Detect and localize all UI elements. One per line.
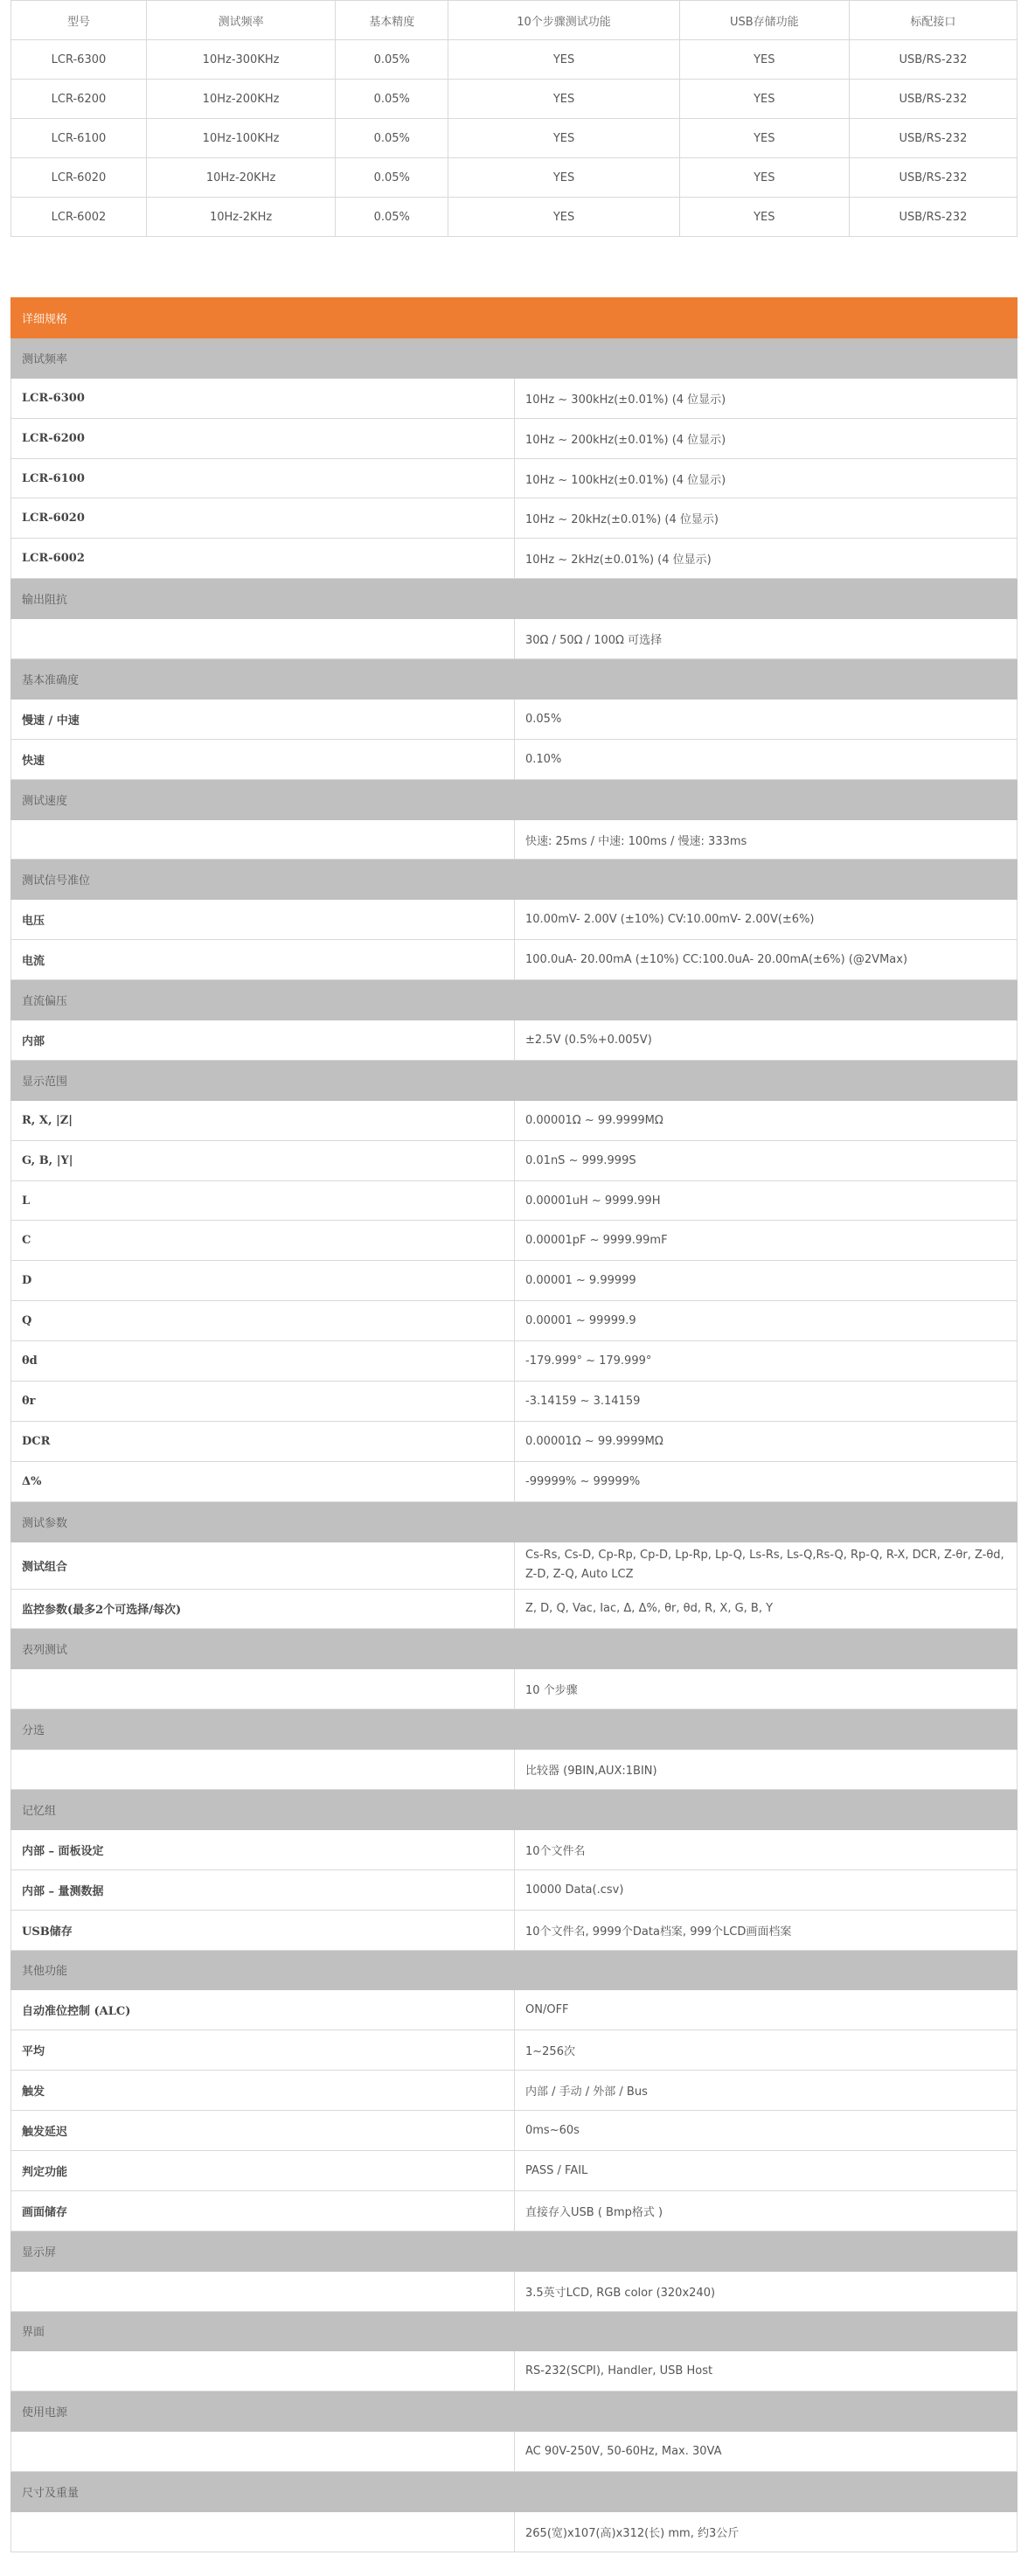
spec-key: C: [11, 1221, 515, 1261]
spec-section-row: [11, 779, 1018, 819]
spec-value: 10 个步骤: [515, 1669, 1018, 1709]
models-header-row: [11, 1, 1018, 40]
spec-key: 电压: [11, 900, 515, 940]
spec-key: LCR-6020: [11, 498, 515, 539]
spec-value: 直接存入USB ( Bmp格式 ): [515, 2190, 1018, 2231]
spec-value: 0.00001uH ~ 9999.99H: [515, 1180, 1018, 1221]
spec-row: [11, 1829, 1018, 1869]
spec-key: [11, 2351, 515, 2392]
spec-row: [11, 2111, 1018, 2151]
spec-key: [11, 1669, 515, 1709]
spec-section-row: [11, 338, 1018, 378]
spec-value: 内部 / 手动 / 外部 / Bus: [515, 2071, 1018, 2111]
spec-row: [11, 900, 1018, 940]
spec-key: USB储存: [11, 1910, 515, 1950]
models-header-cell: 型号: [11, 1, 147, 40]
models-cell: LCR-6200: [11, 80, 147, 119]
spec-key: [11, 819, 515, 860]
models-row: [11, 80, 1018, 119]
spec-value: 10.00mV- 2.00V (±10%) CV:10.00mV- 2.00V(±6%): [515, 900, 1018, 940]
spec-row: [11, 1750, 1018, 1790]
spec-section-row: [11, 2311, 1018, 2351]
models-cell: 10Hz-2KHz: [146, 198, 335, 237]
spec-value: AC 90V-250V, 50-60Hz, Max. 30VA: [515, 2432, 1018, 2472]
models-cell: USB/RS-232: [849, 40, 1017, 80]
spec-value: 0.00001pF ~ 9999.99mF: [515, 1221, 1018, 1261]
spec-row: [11, 1020, 1018, 1061]
spec-section-row: [11, 1629, 1018, 1669]
models-row: [11, 158, 1018, 198]
spec-section-title: 基本准确度: [11, 659, 1018, 700]
spec-section-row: [11, 980, 1018, 1020]
spec-section-title: 界面: [11, 2311, 1018, 2351]
spec-key: DCR: [11, 1421, 515, 1461]
spec-key: D: [11, 1261, 515, 1301]
models-cell: YES: [679, 198, 849, 237]
spec-value: -3.14159 ~ 3.14159: [515, 1382, 1018, 1422]
spec-value: 10Hz ~ 2kHz(±0.01%) (4 位显示): [515, 539, 1018, 579]
spec-key: 判定功能: [11, 2150, 515, 2190]
spec-section-title: 直流偏压: [11, 980, 1018, 1020]
spec-key: 触发延迟: [11, 2111, 515, 2151]
spec-key: Δ%: [11, 1461, 515, 1501]
spec-section-title: 显示屏: [11, 2231, 1018, 2271]
spec-key: [11, 619, 515, 659]
spec-key: LCR-6200: [11, 418, 515, 458]
spec-value: 0ms~60s: [515, 2111, 1018, 2151]
spec-key: [11, 2511, 515, 2552]
spec-row: [11, 1382, 1018, 1422]
spec-section-title: 表列测试: [11, 1629, 1018, 1669]
spec-section-row: [11, 579, 1018, 619]
spec-section-row: [11, 2231, 1018, 2271]
spec-title: 详细规格: [11, 298, 1018, 338]
models-cell: USB/RS-232: [849, 80, 1017, 119]
models-row: [11, 198, 1018, 237]
spec-key: 内部: [11, 1020, 515, 1061]
models-cell: 0.05%: [336, 40, 448, 80]
spec-key: [11, 2432, 515, 2472]
spec-key: [11, 2271, 515, 2311]
spec-section-title: 测试参数: [11, 1501, 1018, 1542]
spec-key: 监控参数(最多2个可选择/每次): [11, 1589, 515, 1629]
spec-section-row: [11, 2472, 1018, 2512]
spec-key: 测试组合: [11, 1542, 515, 1589]
spec-section-row: [11, 1060, 1018, 1100]
spec-value: ON/OFF: [515, 1990, 1018, 2030]
spec-row: [11, 2030, 1018, 2071]
models-cell: YES: [679, 40, 849, 80]
spec-row: [11, 2190, 1018, 2231]
spec-value: 0.01nS ~ 999.999S: [515, 1140, 1018, 1180]
spec-value: 265(宽)x107(高)x312(长) mm, 约3公斤: [515, 2511, 1018, 2552]
spec-value: 3.5英寸LCD, RGB color (320x240): [515, 2271, 1018, 2311]
spec-value: 0.00001Ω ~ 99.9999MΩ: [515, 1421, 1018, 1461]
spec-value: 10个文件名, 9999个Data档案, 999个LCD画面档案: [515, 1910, 1018, 1950]
spec-section-row: [11, 1950, 1018, 1990]
spec-section-title: 测试速度: [11, 779, 1018, 819]
spec-section-title: 测试频率: [11, 338, 1018, 378]
spec-row: [11, 940, 1018, 980]
models-cell: YES: [448, 40, 679, 80]
spec-section-row: [11, 1501, 1018, 1542]
spec-value: 0.00001 ~ 9.99999: [515, 1261, 1018, 1301]
spec-key: Q: [11, 1301, 515, 1341]
spec-row: [11, 1910, 1018, 1950]
spec-row: [11, 1421, 1018, 1461]
spec-key: 内部 – 量测数据: [11, 1869, 515, 1910]
spec-key: 快速: [11, 739, 515, 779]
models-cell: 0.05%: [336, 119, 448, 158]
spec-value: 30Ω / 50Ω / 100Ω 可选择: [515, 619, 1018, 659]
models-row: [11, 119, 1018, 158]
models-cell: LCR-6020: [11, 158, 147, 198]
models-cell: 0.05%: [336, 80, 448, 119]
spec-value: 快速: 25ms / 中速: 100ms / 慢速: 333ms: [515, 819, 1018, 860]
spec-value: 10000 Data(.csv): [515, 1869, 1018, 1910]
spec-section-title: 显示范围: [11, 1060, 1018, 1100]
spec-title-row: [11, 298, 1018, 338]
spec-section-title: 测试信号准位: [11, 860, 1018, 900]
spec-value: -99999% ~ 99999%: [515, 1461, 1018, 1501]
spec-value: -179.999° ~ 179.999°: [515, 1341, 1018, 1382]
spec-row: [11, 2271, 1018, 2311]
spec-row: [11, 1100, 1018, 1140]
spec-row: [11, 1140, 1018, 1180]
spec-row: [11, 1869, 1018, 1910]
spec-value: 10个文件名: [515, 1829, 1018, 1869]
models-cell: YES: [679, 119, 849, 158]
models-cell: YES: [448, 119, 679, 158]
models-cell: 10Hz-100KHz: [146, 119, 335, 158]
models-header-cell: 10个步骤测试功能: [448, 1, 679, 40]
models-cell: USB/RS-232: [849, 198, 1017, 237]
spec-section-row: [11, 1709, 1018, 1750]
spec-key: 触发: [11, 2071, 515, 2111]
models-cell: 10Hz-200KHz: [146, 80, 335, 119]
spec-section-row: [11, 2392, 1018, 2432]
spec-row: [11, 1341, 1018, 1382]
spec-row: [11, 1589, 1018, 1629]
models-cell: LCR-6300: [11, 40, 147, 80]
spec-key: 自动准位控制 (ALC): [11, 1990, 515, 2030]
models-cell: LCR-6100: [11, 119, 147, 158]
spec-key: R, X, |Z|: [11, 1100, 515, 1140]
spec-key: 画面储存: [11, 2190, 515, 2231]
models-header-cell: 基本精度: [336, 1, 448, 40]
spec-key: 电流: [11, 940, 515, 980]
models-table: [10, 0, 1018, 237]
spec-row: [11, 1461, 1018, 1501]
spec-row: [11, 2150, 1018, 2190]
models-cell: YES: [679, 80, 849, 119]
spec-value: RS-232(SCPI), Handler, USB Host: [515, 2351, 1018, 2392]
models-header-cell: USB存储功能: [679, 1, 849, 40]
spec-value: 10Hz ~ 20kHz(±0.01%) (4 位显示): [515, 498, 1018, 539]
spec-row: [11, 2432, 1018, 2472]
spec-row: [11, 2071, 1018, 2111]
spec-row: [11, 2511, 1018, 2552]
models-row: [11, 40, 1018, 80]
spec-row: [11, 699, 1018, 739]
spec-row: [11, 1301, 1018, 1341]
models-cell: YES: [679, 158, 849, 198]
spec-value: ±2.5V (0.5%+0.005V): [515, 1020, 1018, 1061]
spec-row: [11, 539, 1018, 579]
models-cell: YES: [448, 198, 679, 237]
spec-value: 0.05%: [515, 699, 1018, 739]
models-header-cell: 测试频率: [146, 1, 335, 40]
spec-row: [11, 2351, 1018, 2392]
spec-value: 100.0uA- 20.00mA (±10%) CC:100.0uA- 20.00mA(±6%) (@2VMax): [515, 940, 1018, 980]
spec-row: [11, 378, 1018, 418]
spec-section-title: 分选: [11, 1709, 1018, 1750]
spec-row: [11, 1669, 1018, 1709]
spec-value: PASS / FAIL: [515, 2150, 1018, 2190]
spec-row: [11, 1221, 1018, 1261]
spec-row: [11, 1180, 1018, 1221]
spec-key: L: [11, 1180, 515, 1221]
spec-key: 平均: [11, 2030, 515, 2071]
spec-key: θr: [11, 1382, 515, 1422]
models-cell: 0.05%: [336, 158, 448, 198]
models-header-cell: 标配接口: [849, 1, 1017, 40]
spec-value: 0.00001 ~ 99999.9: [515, 1301, 1018, 1341]
spec-value: 10Hz ~ 100kHz(±0.01%) (4 位显示): [515, 458, 1018, 498]
spec-row: [11, 619, 1018, 659]
spec-table: [10, 297, 1018, 2552]
spec-key: [11, 1750, 515, 1790]
models-cell: 0.05%: [336, 198, 448, 237]
spec-section-row: [11, 860, 1018, 900]
models-cell: USB/RS-232: [849, 119, 1017, 158]
spec-row: [11, 498, 1018, 539]
spec-row: [11, 1542, 1018, 1589]
spec-key: LCR-6300: [11, 378, 515, 418]
spec-row: [11, 458, 1018, 498]
spec-row: [11, 819, 1018, 860]
spec-section-row: [11, 1789, 1018, 1829]
models-cell: USB/RS-232: [849, 158, 1017, 198]
spec-row: [11, 1261, 1018, 1301]
spec-value: 10Hz ~ 200kHz(±0.01%) (4 位显示): [515, 418, 1018, 458]
spec-row: [11, 739, 1018, 779]
spec-key: 内部 – 面板设定: [11, 1829, 515, 1869]
spec-section-title: 输出阻抗: [11, 579, 1018, 619]
models-cell: 10Hz-20KHz: [146, 158, 335, 198]
spec-row: [11, 418, 1018, 458]
spec-row: [11, 1990, 1018, 2030]
spec-value: 0.10%: [515, 739, 1018, 779]
spec-section-title: 尺寸及重量: [11, 2472, 1018, 2512]
spec-value: 0.00001Ω ~ 99.9999MΩ: [515, 1100, 1018, 1140]
spec-key: G, B, |Y|: [11, 1140, 515, 1180]
models-cell: 10Hz-300KHz: [146, 40, 335, 80]
spec-section-row: [11, 659, 1018, 700]
spec-value: Cs-Rs, Cs-D, Cp-Rp, Cp-D, Lp-Rp, Lp-Q, Ls-Rs, Ls-Q,Rs-Q, Rp-Q, R-X, DCR, Z-θr, Z-θd, Z-D, Z-Q, Auto LCZ: [515, 1542, 1018, 1589]
spec-section-title: 使用电源: [11, 2392, 1018, 2432]
spec-key: LCR-6002: [11, 539, 515, 579]
spec-key: θd: [11, 1341, 515, 1382]
spec-key: LCR-6100: [11, 458, 515, 498]
spec-value: 1~256次: [515, 2030, 1018, 2071]
spec-value: 10Hz ~ 300kHz(±0.01%) (4 位显示): [515, 378, 1018, 418]
spec-value: Z, D, Q, Vac, Iac, Δ, Δ%, θr, θd, R, X, G, B, Y: [515, 1589, 1018, 1629]
spec-value: 比较器 (9BIN,AUX:1BIN): [515, 1750, 1018, 1790]
spec-section-title: 记忆组: [11, 1789, 1018, 1829]
models-cell: LCR-6002: [11, 198, 147, 237]
models-cell: YES: [448, 80, 679, 119]
models-cell: YES: [448, 158, 679, 198]
spec-section-title: 其他功能: [11, 1950, 1018, 1990]
spec-key: 慢速 / 中速: [11, 699, 515, 739]
